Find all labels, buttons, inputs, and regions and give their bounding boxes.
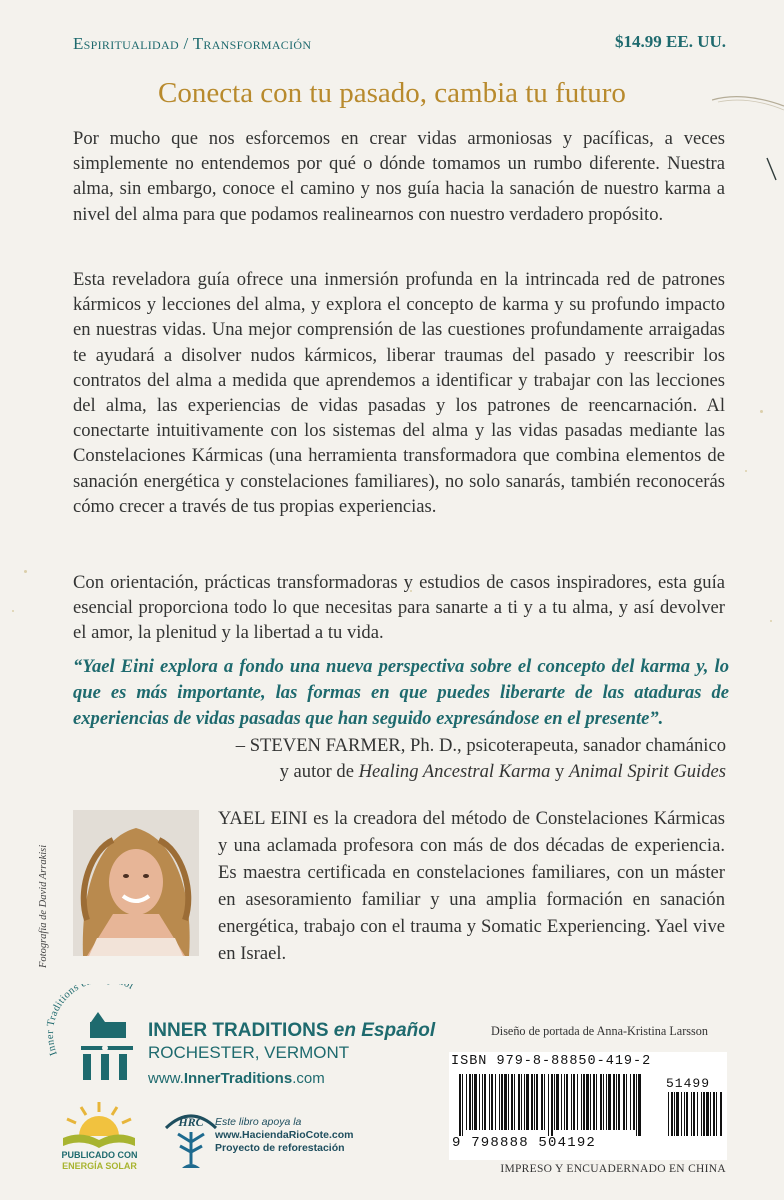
barcode-bar xyxy=(491,1074,493,1130)
paper-speck xyxy=(12,610,14,612)
barcode-bar xyxy=(596,1074,597,1130)
url-domain: InnerTraditions xyxy=(183,1070,293,1087)
attribution-line-2 xyxy=(236,759,726,785)
barcode-bar xyxy=(531,1074,533,1130)
addon-barcode-bar xyxy=(671,1092,673,1136)
addon-barcode-bar xyxy=(681,1092,682,1136)
description-paragraph-2: Esta reveladora guía ofrece una inmersión profunda en la intrincada red de patrones kármicos y lecciones del alma, y explora el concepto de karma y su profundo impacto en nuestras vidas. Una mejor comprensión de las cuestiones profundamente arraigadas te ayudará a disolver nudos kármicos, liberar traumas del pasado y reescribir los contratos del alma a medida que aprendemos a identificar y trabajar con las lecciones del alma, las experiencias de vidas pasadas y los patrones de reencarnación. Al conectarte intuitivamente con los sistemas del alma y las vidas pasadas mediante las Constelaciones Kármicas (una herramienta transformadora que combina elementos de sanación energética y constelaciones familiares), no solo sanarás, también reconocerás cómo crecer a través de tus propias experiencias. xyxy=(73,269,725,517)
barcode-bar xyxy=(499,1074,500,1130)
publisher-name xyxy=(148,1020,435,1042)
barcode-bar xyxy=(462,1074,463,1136)
barcode-bar xyxy=(618,1074,620,1130)
addon-barcode-bar xyxy=(691,1092,692,1136)
publisher-city: ROCHESTER, VERMONT xyxy=(148,1043,350,1062)
ean-digits: 9 798888 504192 xyxy=(452,1135,597,1151)
barcode-bar xyxy=(638,1074,641,1136)
barcode-bar xyxy=(564,1074,565,1130)
paper-speck xyxy=(24,570,27,573)
attribution-line-1: – STEVEN FARMER, Ph. D., psicoterapeuta, sanador chamánico xyxy=(235,735,726,756)
hacienda-url: www.HaciendaRioCote.com xyxy=(215,1129,354,1141)
printed-in: IMPRESO Y ENCUADERNADO EN CHINA xyxy=(500,1163,726,1175)
barcode-bar xyxy=(521,1074,522,1130)
barcode-bar xyxy=(593,1074,595,1130)
barcode-bar xyxy=(504,1074,507,1130)
hacienda-line-3: Proyecto de reforestación xyxy=(215,1142,345,1154)
barcode-bar xyxy=(630,1074,631,1130)
barcode-bar xyxy=(573,1074,575,1130)
publisher-name-suffix: en Español xyxy=(333,1020,436,1041)
barcode-bar xyxy=(566,1074,568,1130)
addon-barcode-bar xyxy=(716,1092,717,1136)
svg-text:Inner Traditions en Español xyxy=(45,984,136,1057)
barcode-bar xyxy=(608,1074,611,1130)
barcode-bar xyxy=(581,1074,582,1130)
barcode-bar xyxy=(489,1074,490,1130)
barcode-bar xyxy=(536,1074,538,1130)
attribution-prefix: y autor de xyxy=(279,761,359,782)
barcode-bar xyxy=(586,1074,589,1130)
solar-label-line-1: PUBLICADO CON xyxy=(61,1150,138,1160)
addon-barcode-bar xyxy=(674,1092,675,1136)
barcode-bar xyxy=(479,1074,480,1130)
barcode-bar xyxy=(526,1074,529,1130)
barcode-bar xyxy=(616,1074,617,1130)
barcode-bar xyxy=(534,1074,535,1130)
barcode-bar xyxy=(577,1074,578,1130)
quote-attribution xyxy=(236,733,726,785)
solar-label xyxy=(52,1150,147,1172)
book-title-1: Healing Ancestral Karma xyxy=(358,761,551,782)
addon-barcode-bar xyxy=(710,1092,711,1136)
barcode-bar xyxy=(518,1074,520,1130)
publisher-block xyxy=(148,1020,435,1087)
photo-credit: Fotografía de David Arrakisi xyxy=(38,844,49,968)
addon-barcode-bar xyxy=(693,1092,695,1136)
barcode-bar xyxy=(613,1074,615,1130)
addon-barcode-bar xyxy=(676,1092,679,1136)
inner-traditions-logo xyxy=(43,984,161,1094)
hacienda-text xyxy=(215,1116,353,1155)
barcode-icon xyxy=(453,1074,725,1138)
barcode-bar xyxy=(472,1074,473,1130)
barcode-bar xyxy=(561,1074,562,1130)
url-prefix: www. xyxy=(148,1070,184,1087)
barcode-bar xyxy=(633,1074,635,1130)
barcode-bar xyxy=(556,1074,559,1130)
author-photo xyxy=(73,810,199,956)
barcode-bar xyxy=(626,1074,627,1130)
barcode-bar xyxy=(482,1074,483,1130)
barcode-bar xyxy=(524,1074,525,1130)
addon-barcode-bar xyxy=(720,1092,722,1136)
price-code: 51499 xyxy=(666,1076,711,1091)
barcode-bar xyxy=(583,1074,585,1130)
barcode-bar xyxy=(590,1074,591,1130)
addon-barcode-bar xyxy=(713,1092,715,1136)
hacienda-line-1: Este libro apoya la xyxy=(215,1116,302,1128)
hacienda-rio-cote-tree-logo xyxy=(160,1108,222,1174)
description-paragraph-1: Por mucho que nos esforcemos en crear vidas armoniosas y pacíficas, a veces simplemente no entendemos por qué o dónde tomamos un rumbo diferente. Nuestra alma, sin embargo, conoce el camino y nos guía hacia la sanación de nuestro karma a nivel del alma para que podamos realinearnos con nuestro verdadero propósito. xyxy=(73,128,725,225)
barcode-bar xyxy=(571,1074,572,1130)
endorsement-quote: “Yael Eini explora a fondo una nueva perspectiva sobre el concepto del karma y, lo que es más importante, las formas en que puedes liberarte de las ataduras de experiencias de vidas pasadas que han seguido expresándose en el presente”. xyxy=(73,656,729,729)
addon-barcode-bar xyxy=(697,1092,698,1136)
author-bio: YAEL EINI es la creadora del método de Constelaciones Kármicas y una aclamada profesora con más de dos décadas de experiencia. Es maestra certificada en constelaciones familiares, con un máster en asesoramiento familiar y una amplia formación en sanación energética, trabajo con el trauma y Somatic Experiencing. Yael vive en Israel. xyxy=(218,808,725,964)
paper-speck xyxy=(770,620,772,622)
barcode-bar xyxy=(459,1074,461,1136)
book-price: $14.99 EE. UU. xyxy=(615,32,726,51)
paper-speck xyxy=(745,470,747,472)
paper-speck xyxy=(760,410,763,413)
url-suffix: .com xyxy=(292,1070,325,1087)
barcode-bar xyxy=(636,1074,637,1136)
barcode-bar xyxy=(548,1074,549,1136)
barcode-bar xyxy=(508,1074,509,1130)
addon-barcode-bar xyxy=(703,1092,705,1136)
barcode-bar xyxy=(495,1074,496,1130)
addon-barcode-bar xyxy=(668,1092,669,1136)
barcode-bar xyxy=(603,1074,604,1130)
publisher-url xyxy=(148,1070,435,1087)
barcode-bar xyxy=(474,1074,477,1130)
barcode-bar xyxy=(514,1074,515,1130)
barcode-bar xyxy=(554,1074,555,1130)
book-title-2: Animal Spirit Guides xyxy=(568,761,726,782)
barcode-bar xyxy=(541,1074,543,1130)
isbn-number: ISBN 979-8-88850-419-2 xyxy=(451,1054,652,1069)
barcode-bar xyxy=(623,1074,625,1130)
barcode-bar xyxy=(606,1074,607,1130)
addon-barcode-bar xyxy=(684,1092,685,1136)
barcode-bar xyxy=(466,1074,467,1130)
publisher-logo-text: Inner Traditions ol xyxy=(44,984,136,1057)
barcode-bar xyxy=(600,1074,602,1130)
hrc-logo-text: HRC xyxy=(178,1115,204,1129)
solar-label-line-2: ENERGÍA SOLAR xyxy=(62,1161,137,1171)
barcode-bar xyxy=(511,1074,513,1130)
addon-barcode-bar xyxy=(706,1092,709,1136)
book-category: Espiritualidad / Transformación xyxy=(73,34,312,53)
barcode-bar xyxy=(484,1074,486,1130)
headline: Conecta con tu pasado, cambia tu futuro xyxy=(158,77,626,109)
publisher-name-main: INNER TRADITIONS xyxy=(148,1020,329,1041)
barcode-bar xyxy=(469,1074,471,1130)
barcode-bar xyxy=(551,1074,553,1136)
description-paragraph-3: Con orientación, prácticas transformadoras y estudios de casos inspiradores, esta guía esencial proporciona todo lo que necesitas para sanarte a ti y a tu alma, y así devolver el amor, la plenitud y la libertad a tu vida. xyxy=(73,572,725,644)
attribution-conjunction: y xyxy=(550,761,569,782)
barcode-bar xyxy=(544,1074,545,1130)
addon-barcode-bar xyxy=(686,1092,688,1136)
addon-barcode-bar xyxy=(701,1092,702,1136)
cover-design-credit: Diseño de portada de Anna-Kristina Larsson xyxy=(491,1024,708,1038)
barcode-bar xyxy=(501,1074,503,1130)
